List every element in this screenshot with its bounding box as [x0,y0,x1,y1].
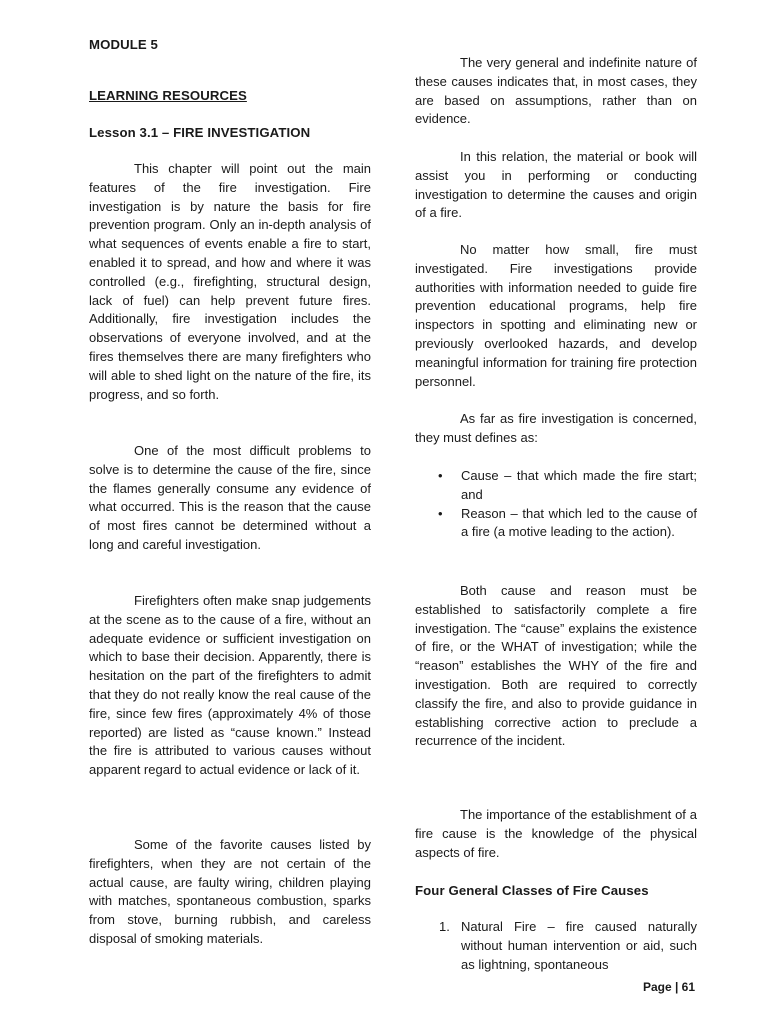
paragraph-favorite-causes: Some of the favorite causes listed by firefighters, when they are not certain of the actual cause, are faulty wiring, children playing with matches, spontaneous combustion, sparks from stove, burning rubbish, and careless disposal of smoking materials. [89,837,371,946]
paragraph-snap-judgements: Firefighters often make snap judgements at the scene as to the cause of a fire, without an adequate evidence or sufficient investigation on which to base their decision. Apparently, there is hesitation on the part of the firefighters to admit that they do not really know the real cause of the fire, since few fires (approximately 4% of those reported) are listed as “cause known.” Instead the fire is attributed to various causes without apparent regard to actual evidence or lack of it. [89,593,371,778]
lesson-title: Lesson 3.1 – FIRE INVESTIGATION [89,125,311,140]
bullet-icon: • [438,468,443,483]
list-item [415,918,697,974]
paragraph-difficult-problems: One of the most difficult problems to solve is to determine the cause of the fire, since the flames generally consume any evidence of what occurred. This is the reason that the cause of most fires cannot be determined without a long and careful investigation. [89,443,371,552]
paragraph-defines-as: As far as fire investigation is concerned, they must defines as: [415,411,697,445]
fire-causes-list [415,918,697,974]
list-item-text: Natural Fire – fire caused naturally without human intervention or aid, such as lightning, spontaneous [461,919,697,972]
list-number: 1. [439,919,450,934]
paragraph-material-assist: In this relation, the material or book will assist you in performing or conducting investigation to determine the causes and origin of a fire. [415,149,697,221]
bullet-text: Reason – that which led to the cause of a fire (a motive leading to the action). [461,505,697,540]
paragraph-intro: This chapter will point out the main features of the fire investigation. Fire investigation is by nature the basis for fire prevention program. Only an in-depth analysis of what sequences of events enable a fire to start, enabled it to spread, and how and where it was controlled (e.g., firefighting, structural design, lack of fuel) can help prevent future fires. Additionally, fire investigation includes the observations of everyone involved, and at the fires themselves there are many firefighters who will able to shed light on the nature of the fire, its progress, and so forth. [89,161,371,402]
bullet-text: Cause – that which made the fire start; and [461,468,697,502]
section-title: LEARNING RESOURCES [89,88,247,103]
page-number: Page | 61 [642,980,695,994]
paragraph-general-nature: The very general and indefinite nature of these causes indicates that, in most cases, they are based on assumptions, rather than on evidence. [415,55,697,127]
paragraph-cause-and-reason: Both cause and reason must be established to satisfactorily complete a fire investigation. The “cause” explains the existence of fire, or the WHAT of investigation; while the “reason” establishes the WHY of the fire and investigation. Both are required to correctly classify the fire, and also to provide guidance in establishing corrective action to preclude a recurrence of the incident. [415,583,697,749]
paragraph-importance: The importance of the establishment of a fire cause is the knowledge of the physical aspects of fire. [415,807,697,860]
cause-reason-list [415,467,697,542]
module-title: MODULE 5 [89,37,158,52]
bullet-icon: • [438,505,443,521]
paragraph-no-matter-how-small: No matter how small, fire must investigated. Fire investigations provide authorities with information needed to guide fire prevention educational programs, help fire inspectors in spotting and eliminating new or previously overlooked hazards, and develop meaningful information for training fire protection personnel. [415,242,697,389]
list-item [415,505,697,543]
list-item [415,467,697,505]
subheading-fire-causes: Four General Classes of Fire Causes [415,883,649,898]
